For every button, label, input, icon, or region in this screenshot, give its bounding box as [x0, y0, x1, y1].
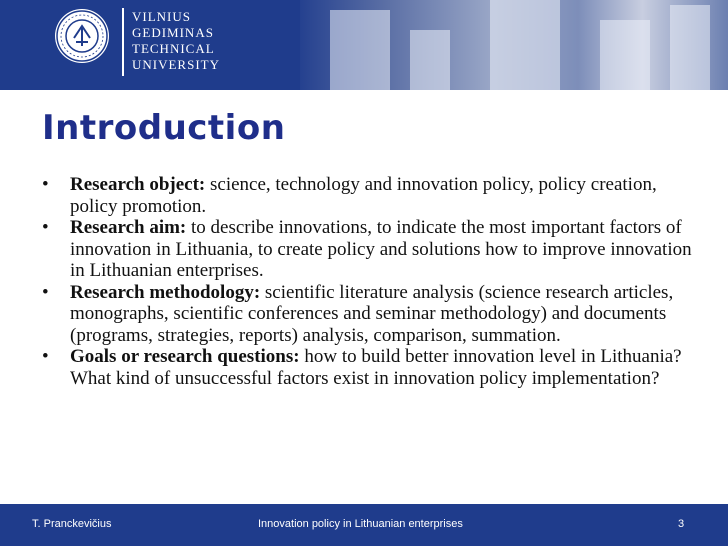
university-line: TECHNICAL: [132, 41, 215, 56]
university-line: UNIVERSITY: [132, 57, 220, 72]
list-item: [42, 217, 692, 282]
item-text: science, technology and innovation policy, policy creation, policy promotion.: [70, 174, 657, 217]
list-item: [42, 346, 692, 389]
page-number: 3: [678, 518, 685, 530]
header-banner: [0, 0, 728, 90]
item-label: Research aim:: [70, 217, 187, 238]
item-text: scientific literature analysis (science research articles, monographs, scientific conferences and seminar methodology) and documents (programs, strategies, reports) analysis, comparison, summation.: [70, 281, 674, 346]
university-line: GEDIMINAS: [132, 25, 214, 40]
university-seal-icon: [54, 8, 110, 64]
footer-author: T. Pranckevičius: [32, 518, 112, 530]
bullet-icon: •: [42, 217, 49, 238]
campus-photo: [300, 0, 728, 90]
item-label: Research methodology:: [70, 281, 261, 303]
list-item: [42, 174, 692, 217]
header-divider: [122, 8, 124, 76]
footer-bar: [0, 504, 728, 546]
item-text: to describe innovations, to indicate the most important factors of innovation in Lithuania, to create policy and solutions how to improve innovation in Lithuanian enterprises.: [70, 217, 692, 281]
bullet-icon: •: [42, 346, 49, 367]
bullet-icon: •: [42, 174, 49, 195]
bullet-list: [42, 174, 692, 389]
item-label: Research object:: [70, 174, 206, 195]
footer-topic: Innovation policy in Lithuanian enterprises: [258, 518, 463, 530]
bullet-icon: •: [42, 281, 49, 303]
university-name: [132, 9, 220, 73]
list-item: [42, 282, 692, 347]
slide-title: Introduction: [42, 108, 286, 148]
university-line: VILNIUS: [132, 9, 191, 24]
item-text: how to build better innovation level in Lithuania? What kind of unsuccessful factors exist in innovation policy implementation?: [70, 346, 682, 389]
item-label: Goals or research questions:: [70, 346, 300, 367]
